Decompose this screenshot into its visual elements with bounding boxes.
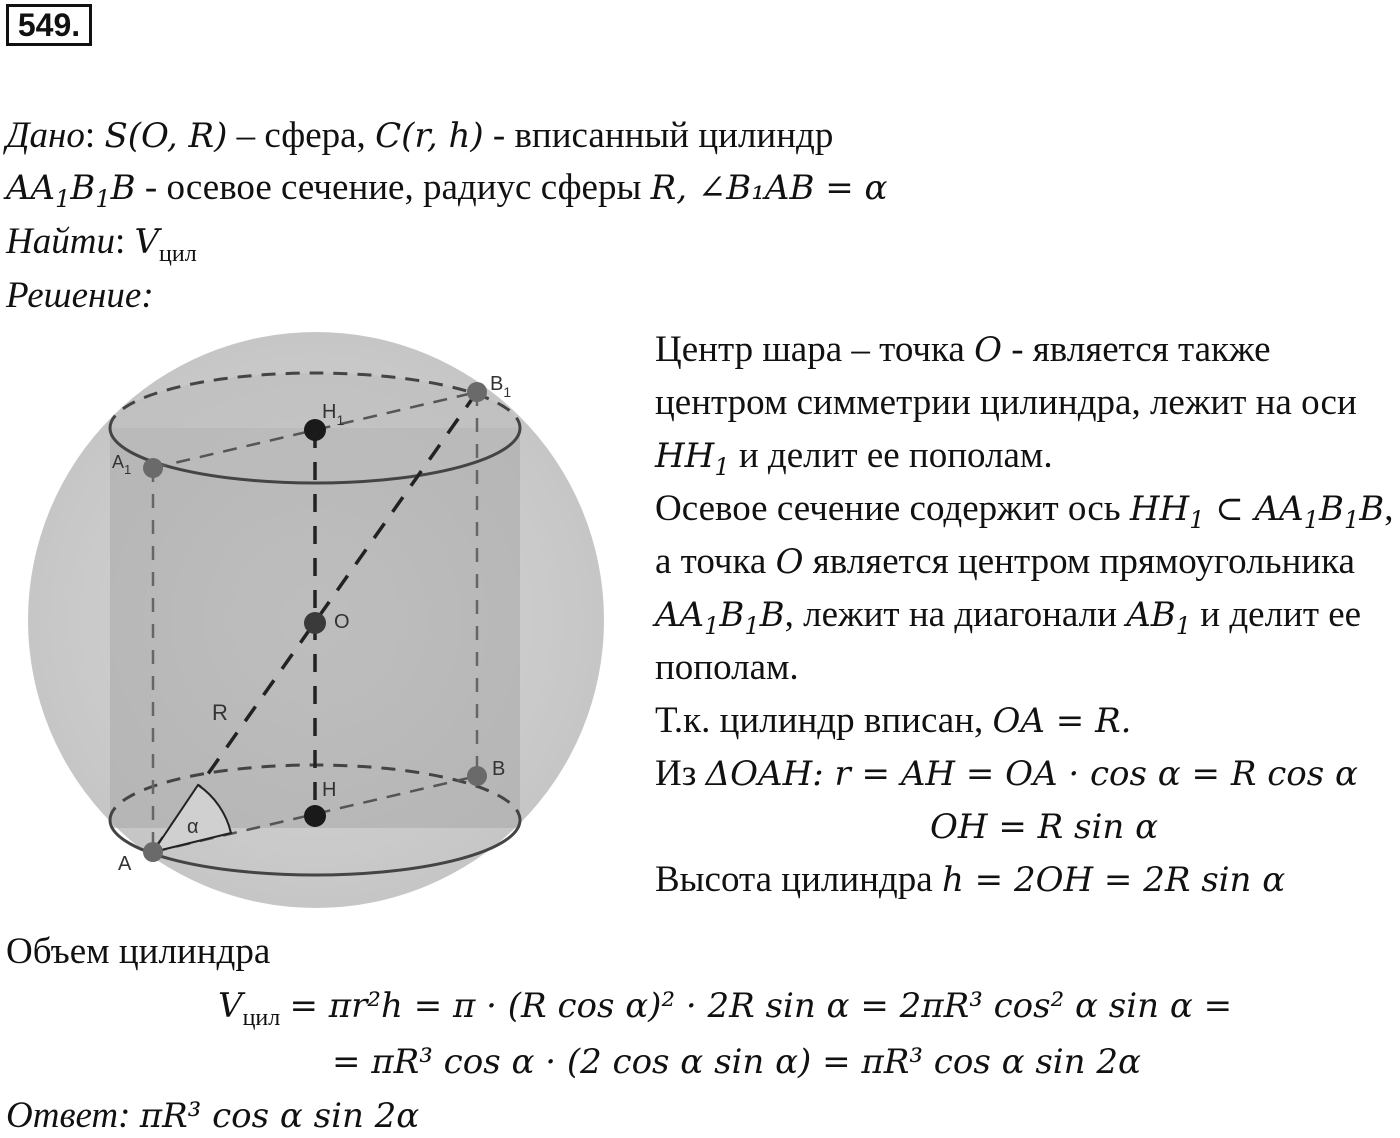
right-line-6: $AA_1B_1B$, лежит на диагонали $AB_1$ и делит ее [655,594,1362,640]
label-B1: $B_1$ [490,373,512,400]
label-H1: $H_1$ [322,401,345,428]
find-target: V [134,222,160,262]
answer-line [6,1094,419,1138]
right-line-7: пополам. [655,647,799,688]
label-alpha: α [187,816,199,838]
point-B1 [467,382,487,402]
formula-line-1: $V_{цил} = \pi r^2h = \pi \cdot (R$ cos α)² · 2R sin α = 2πR³ cos² α sin α = [218,986,1233,1031]
right-line-2: центром симметрии цилиндра, лежит на оси [655,382,1357,423]
right-line-4: Осевое сечение содержит ось $HH_1$ ⊂ $AA_1B_1B$, [655,488,1394,534]
point-H [304,805,326,827]
solution-label: Решение: [6,275,154,316]
point-O [304,612,326,634]
find-line: Найти: $V_{цил}$ [6,221,197,267]
sphere-notation: S(O, R) [104,116,228,156]
point-A1 [143,458,163,478]
right-line-1: Центр шара – точка O - является также [655,329,1271,370]
find-label: Найти [6,221,115,262]
right-line-3: $HH_1$ и делит ее пополам. [655,435,1053,481]
right-line-11: Высота цилиндра h = 2OH = 2R sin α [655,859,1286,900]
right-line-8: Т.к. цилиндр вписан, OA = R. [655,700,1132,741]
angle-notation: R, ∠B₁AB = α [650,168,888,208]
find-target-sub: цил [159,241,197,267]
right-line-9: Из ΔOAH: r = AH = OA · cos α = R cos α [655,753,1358,794]
given-label: Дано [6,115,85,156]
label-O: O [334,611,350,633]
label-B: B [492,758,506,780]
formula-line-2: = πR³ cos α · (2 cos α sin α) = πR³ cos α sin 2α [332,1042,1141,1082]
problem-number: 549. [6,4,92,46]
given-line-1: Дано: S(O, R) – сфера, C(r, h) - вписанный цилиндр [6,115,834,156]
cylinder-text: - вписанный цилиндр [483,115,834,156]
answer-label: Ответ: [6,1095,131,1136]
point-B [467,766,487,786]
label-A1: $A_1$ [112,452,132,477]
sphere-text: – сфера, [227,115,376,156]
label-R: R [212,700,228,725]
cylinder-notation: C(r, h) [375,116,484,156]
sphere-cylinder-figure [0,330,620,920]
given-line-2: $AA_1B_1B$ - осевое сечение, радиус сферы R, ∠B₁AB = α [6,167,888,213]
solution-label-text: Решение [6,275,142,316]
right-line-5: а точка O является центром прямоугольника [655,541,1355,582]
right-line-10: OH = R sin α [930,807,1159,847]
label-A: A [118,853,132,875]
answer-value: πR³ cos α sin 2α [139,1096,420,1136]
label-H: H [322,779,337,801]
point-A [143,842,163,862]
axial-section-text: - осевое сечение, радиус сферы [135,167,651,208]
volume-label: Объем цилиндра [6,931,271,972]
